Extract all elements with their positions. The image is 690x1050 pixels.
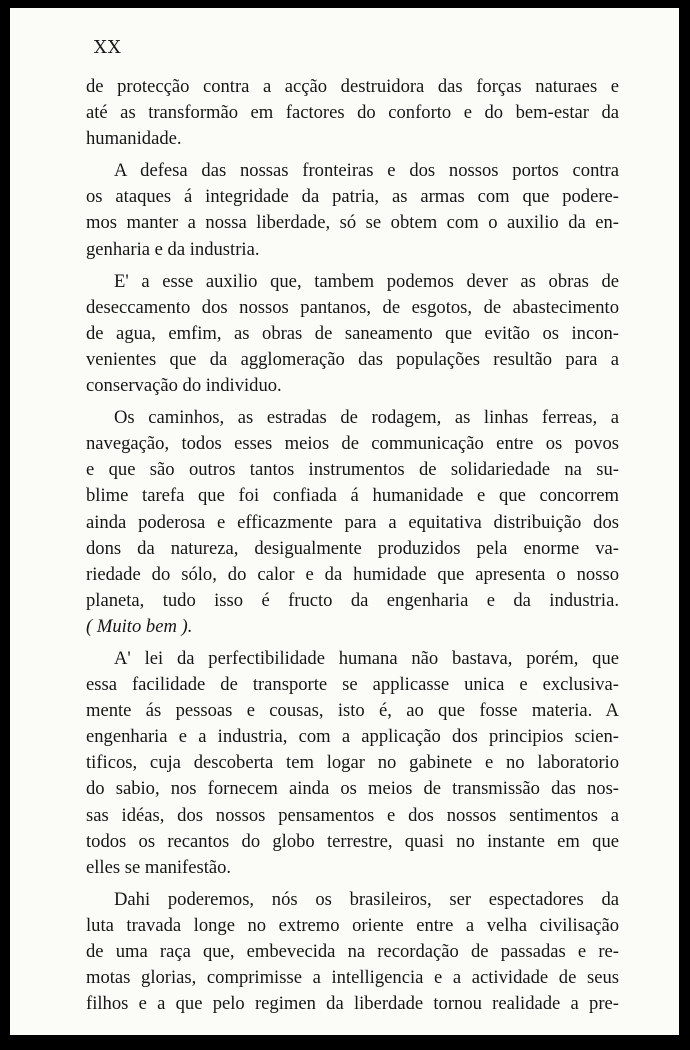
text-line: A' lei da perfectibilidade humana não bastava, porém, que [114, 647, 619, 669]
text-line: blime tarefa que foi confiada á humanidade e que concorrem [86, 485, 619, 507]
text-line: E' a esse auxilio que, tambem podemos dever as obras de [114, 270, 619, 292]
paragraph-2 [86, 158, 619, 262]
text-line: dons da natureza, desigualmente produzidos pela enorme va- [86, 537, 619, 559]
book-page [10, 8, 679, 1035]
paragraph-3 [86, 269, 619, 399]
text-line: filhos e a que pelo regimen da liberdade tornou realidade a pre- [86, 993, 619, 1015]
text-line: motas glorias, comprimisse a intelligencia e a actividade de seus [86, 967, 619, 989]
text-line: venientes que da agglomeração das populações resultão para a [86, 348, 619, 370]
text-line: mente ás pessoas e cousas, isto é, ao que fosse materia. A [86, 700, 619, 722]
text-line: de protecção contra a acção destruidora das forças naturaes e [86, 76, 619, 97]
paragraph-5 [86, 646, 619, 881]
text-line: humanidade. [86, 128, 182, 150]
text-line: deseccamento dos nossos pantanos, de esgotos, de abastecimento [86, 296, 619, 318]
text-line: genharia e da industria. [86, 238, 260, 260]
text-line: navegação, todos esses meios de communicação entre os povos [86, 433, 619, 455]
text-line: até as transformão em factores do conforto e do bem-estar da [86, 102, 619, 124]
text-line: de uma raça que, embevecida na recordação de passadas e re- [86, 941, 619, 962]
text-line: luta travada longe no extremo oriente entre a velha civilisação [86, 914, 619, 936]
text-line: planeta, tudo isso é fructo da engenharia e da industria. [86, 589, 619, 611]
text-line: essa facilidade de transporte se applicasse unica e exclusiva- [86, 674, 619, 696]
text-line: do sabio, nos fornecem ainda os meios de transmissão das nos- [86, 778, 619, 800]
text-line: engenharia e a industria, com a applicação dos principios scien- [86, 726, 619, 748]
text-line: tificos, cuja descoberta tem logar no gabinete e no laboratorio [86, 752, 619, 774]
text-line: elles se manifestão. [86, 856, 232, 878]
text-line: A defesa das nossas fronteiras e dos nossos portos contra [114, 160, 619, 182]
text-line: todos os recantos do globo terrestre, quasi no instante em que [86, 830, 619, 852]
text-line: de agua, emfim, as obras de saneamento que evitão os incon- [86, 322, 619, 344]
text-line: Os caminhos, as estradas de rodagem, as linhas ferreas, a [114, 407, 619, 429]
text-line: Dahi poderemos, nós os brasileiros, ser espectadores da [114, 888, 619, 910]
text-line: ainda poderosa e efficazmente para a equitativa distribuição dos [86, 511, 619, 533]
text-line: sas idéas, dos nossos pensamentos e dos nossos sentimentos a [86, 804, 619, 826]
text-line: e que são outros tantos instrumentos de solidariedade na su- [86, 459, 619, 481]
page-number: XX [94, 37, 122, 58]
text-line: os ataques á integridade da patria, as armas com que podere- [86, 186, 619, 208]
text-line: mos manter a nossa liberdade, só se obtem com o auxilio da en- [86, 212, 619, 234]
paragraph-1 [86, 74, 619, 152]
paragraph-4 [86, 405, 619, 640]
body-text [86, 74, 619, 1017]
paragraph-6 [86, 887, 619, 1017]
text-line: riedade do sólo, do calor e da humidade que apresenta o nosso [86, 563, 619, 585]
applause-note: ( Muito bem ). [86, 615, 193, 637]
text-line: conservação do individuo. [86, 375, 282, 397]
